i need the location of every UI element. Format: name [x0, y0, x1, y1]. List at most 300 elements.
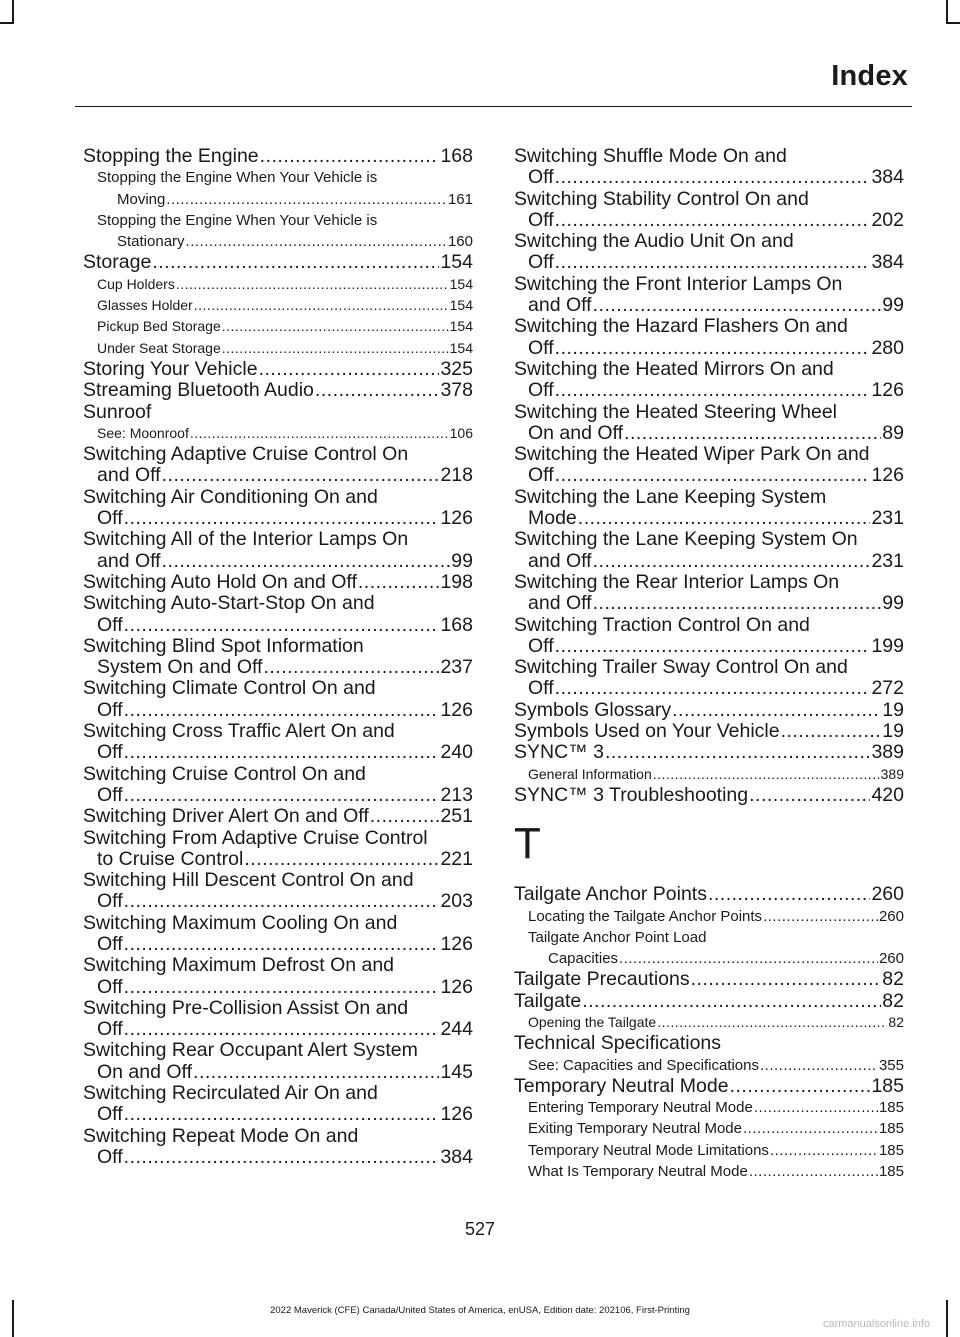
index-entry-line	[97, 1147, 473, 1168]
entry-text: Switching the Hazard Flashers On and	[514, 315, 848, 338]
dot-leader	[657, 1012, 887, 1033]
dot-leader	[162, 465, 440, 486]
index-entry-line	[528, 252, 904, 273]
footer-edition-text: 2022 Maverick (CFE) Canada/United States of America, enUSA, Edition date: 202106, First-Printing	[270, 1305, 690, 1316]
entry-text: Switching the Heated Mirrors On and	[514, 357, 834, 380]
index-entry	[514, 231, 904, 274]
entry-text: Capacities	[548, 950, 619, 968]
entry-continuation	[514, 465, 904, 486]
entry-text: General Information	[528, 765, 652, 782]
crop-mark	[12, 0, 14, 22]
index-entry	[83, 252, 473, 273]
entry-page-number[interactable]: 99	[451, 549, 473, 572]
index-entry-line	[528, 508, 904, 529]
dot-leader	[582, 991, 881, 1012]
index-entry	[83, 998, 473, 1041]
entry-text: Switching the Heated Steering Wheel	[514, 400, 838, 423]
index-subentry	[83, 423, 473, 444]
dot-leader	[124, 1147, 440, 1168]
entry-page-number[interactable]: 280	[871, 336, 904, 359]
entry-text: On and Off	[528, 421, 624, 444]
index-entry	[83, 636, 473, 679]
index-entry-line	[97, 615, 473, 636]
entry-continuation	[514, 423, 904, 444]
entry-page-number[interactable]: 185	[871, 1074, 904, 1097]
entry-text: Temporary Neutral Mode	[514, 1074, 729, 1097]
index-entry-line	[97, 785, 473, 806]
entry-text: See: Capacities and Specifications	[528, 1056, 759, 1074]
dot-leader	[124, 891, 440, 912]
entry-page-number[interactable]: 126	[440, 932, 473, 955]
index-entry-line	[528, 1118, 904, 1139]
entry-page-number[interactable]: 389	[880, 765, 904, 782]
entry-text: Off	[97, 741, 123, 764]
entry-text: Switching the Front Interior Lamps On	[514, 272, 843, 295]
dot-leader	[555, 636, 871, 657]
dot-leader	[605, 742, 871, 763]
entry-text: Off	[528, 379, 554, 402]
entry-text: and Off	[528, 294, 592, 317]
entry-text: Cup Holders	[97, 275, 175, 292]
entry-page-number[interactable]: 126	[440, 698, 473, 721]
index-subentry	[514, 1118, 904, 1139]
entry-text: Switching Auto Hold On and Off	[83, 570, 357, 593]
entry-text: Switching the Lane Keeping System	[514, 485, 827, 508]
entry-continuation	[83, 1147, 473, 1168]
dot-leader	[781, 721, 882, 742]
index-entry	[83, 359, 473, 380]
entry-text: Off	[528, 634, 554, 657]
entry-text: and Off	[528, 549, 592, 572]
dot-leader	[124, 785, 440, 806]
entry-page-number[interactable]: 221	[440, 847, 473, 870]
entry-text: Stopping the Engine	[83, 145, 259, 167]
entry-page-number[interactable]: 213	[440, 783, 473, 806]
entry-page-number[interactable]: 384	[871, 251, 904, 274]
dot-leader	[555, 380, 871, 401]
dot-leader	[593, 551, 871, 572]
entry-text: Switching From Adaptive Cruise Control	[83, 826, 428, 849]
index-entry-line	[528, 167, 904, 188]
index-subentry	[83, 274, 473, 295]
dot-leader	[124, 1104, 440, 1125]
entry-text: Moving	[117, 190, 166, 208]
index-entry-line	[97, 1104, 473, 1125]
index-entry-line	[83, 252, 473, 273]
dot-leader	[578, 508, 871, 529]
entry-page-number[interactable]: 99	[882, 592, 904, 615]
entry-text: Storing Your Vehicle	[83, 357, 258, 380]
index-entry-line	[514, 884, 904, 905]
entry-text: Stopping the Engine When Your Vehicle is	[97, 169, 378, 187]
dot-leader	[754, 1097, 878, 1118]
index-subentry	[514, 1097, 904, 1118]
entry-text: SYNC™ 3	[514, 741, 604, 764]
index-entry-line	[97, 934, 473, 955]
index-entry	[83, 955, 473, 998]
dot-leader	[315, 380, 440, 401]
entry-continuation	[83, 615, 473, 636]
index-subentry	[83, 316, 473, 337]
index-subentry	[83, 295, 473, 316]
entry-continuation	[83, 551, 473, 572]
entry-text: Switching Adaptive Cruise Control On	[83, 443, 409, 466]
entry-page-number[interactable]: 218	[440, 464, 473, 487]
index-entry	[514, 444, 904, 487]
index-entry	[514, 316, 904, 359]
index-entry-line	[97, 849, 473, 870]
dot-leader	[263, 657, 439, 678]
index-entry	[514, 742, 904, 763]
dot-leader	[190, 423, 449, 444]
entry-page-number[interactable]: 378	[440, 379, 473, 402]
dot-leader	[555, 167, 871, 188]
index-heading: Sunroof	[83, 400, 152, 423]
index-entry-line	[528, 380, 904, 401]
dot-leader	[691, 969, 882, 990]
entry-page-number[interactable]: 325	[440, 357, 473, 380]
entry-page-number[interactable]: 126	[871, 379, 904, 402]
dot-leader	[370, 806, 440, 827]
entry-page-number[interactable]: 251	[440, 805, 473, 828]
entry-continuation	[514, 252, 904, 273]
entry-text: Switching the Audio Unit On and	[514, 230, 794, 253]
index-entry	[83, 1126, 473, 1169]
index-entry	[83, 721, 473, 764]
index-entry-line	[514, 1076, 904, 1097]
entry-page-number[interactable]: 185	[878, 1163, 904, 1181]
dot-leader	[358, 572, 440, 593]
index-subentry	[83, 338, 473, 359]
entry-text: Switching Auto-Start-Stop On and	[83, 592, 375, 615]
index-entry-line	[97, 742, 473, 763]
entry-page-number[interactable]: 82	[882, 968, 904, 991]
dot-leader	[555, 465, 871, 486]
entry-continuation	[83, 785, 473, 806]
entry-continuation	[514, 508, 904, 529]
entry-text: Switching the Heated Wiper Park On and	[514, 443, 870, 466]
entry-page-number[interactable]: 154	[440, 251, 473, 274]
entry-page-number[interactable]: 89	[882, 421, 904, 444]
index-entry-line	[528, 636, 904, 657]
index-entry-line	[97, 977, 473, 998]
entry-page-number[interactable]: 240	[440, 741, 473, 764]
dot-leader	[619, 948, 878, 969]
entry-text: Switching Recirculated Air On and	[83, 1082, 378, 1105]
entry-page-number[interactable]: 203	[440, 890, 473, 913]
dot-leader	[708, 884, 871, 905]
entry-page-number[interactable]: 145	[440, 1060, 473, 1083]
dot-leader	[244, 849, 439, 870]
index-entry	[514, 529, 904, 572]
index-subentry	[83, 210, 473, 253]
index-entry-line	[528, 338, 904, 359]
entry-page-number[interactable]: 126	[440, 1103, 473, 1126]
entry-text: On and Off	[97, 1060, 193, 1083]
entry-page-number[interactable]: 199	[871, 634, 904, 657]
index-entry	[514, 721, 904, 742]
entry-page-number[interactable]: 161	[447, 190, 473, 208]
dot-leader	[760, 1055, 878, 1076]
index-entry	[83, 764, 473, 807]
index-entry	[83, 487, 473, 530]
entry-text: and Off	[97, 549, 161, 572]
entry-text: Opening the Tailgate	[528, 1013, 657, 1030]
entry-page-number[interactable]: 154	[449, 297, 473, 314]
entry-continuation	[83, 849, 473, 870]
index-entry-line	[83, 806, 473, 827]
dot-leader	[124, 700, 440, 721]
entry-page-number[interactable]: 154	[449, 275, 473, 292]
entry-text: Off	[97, 613, 123, 636]
entry-text: Off	[528, 208, 554, 231]
index-entry	[514, 657, 904, 700]
entry-text: Locating the Tailgate Anchor Points	[528, 907, 763, 925]
entry-page-number[interactable]: 202	[871, 208, 904, 231]
index-entry-line	[97, 657, 473, 678]
entry-continuation	[83, 657, 473, 678]
index-entry-line	[83, 572, 473, 593]
entry-text: Streaming Bluetooth Audio	[83, 379, 314, 402]
dot-leader	[124, 615, 440, 636]
entry-text: Switching Shuffle Mode On and	[514, 145, 787, 167]
index-entry-line	[514, 742, 904, 763]
entry-text: Off	[97, 890, 123, 913]
index-entry-line	[514, 700, 904, 721]
entry-page-number[interactable]: 260	[878, 907, 904, 925]
index-entry	[514, 969, 904, 990]
entry-continuation	[528, 948, 904, 969]
entry-page-number[interactable]: 260	[878, 950, 904, 968]
entry-continuation	[83, 891, 473, 912]
entry-text: Switching Maximum Cooling On and	[83, 911, 398, 934]
dot-leader	[555, 338, 871, 359]
dot-leader	[555, 678, 871, 699]
dot-leader	[124, 1019, 440, 1040]
index-entry	[514, 1076, 904, 1097]
index-entry-line	[528, 764, 904, 785]
index-subentry	[514, 1055, 904, 1076]
entry-text: Switching the Lane Keeping System On	[514, 528, 858, 551]
title-divider	[75, 106, 912, 107]
entry-text: Tailgate Anchor Point Load	[528, 928, 707, 946]
entry-page-number[interactable]: 154	[449, 318, 473, 335]
entry-text: Switching Blind Spot Information	[83, 634, 364, 657]
index-entry	[514, 487, 904, 530]
entry-page-number[interactable]: 272	[871, 677, 904, 700]
section-letter: T	[514, 819, 541, 869]
entry-page-number[interactable]: 185	[878, 1141, 904, 1159]
entry-text: Tailgate Precautions	[514, 968, 690, 991]
index-entry	[514, 402, 904, 445]
entry-text: Switching Cruise Control On and	[83, 762, 366, 785]
entry-text: Off	[97, 1145, 123, 1168]
entry-page-number[interactable]: 185	[878, 1099, 904, 1117]
entry-continuation	[514, 593, 904, 614]
entry-text: Symbols Glossary	[514, 698, 672, 721]
entry-text: and Off	[97, 464, 161, 487]
entry-page-number[interactable]: 231	[871, 507, 904, 530]
index-entry-line	[528, 465, 904, 486]
dot-leader	[593, 295, 882, 316]
index-entry	[83, 444, 473, 487]
entry-text: See: Moonroof	[97, 424, 189, 441]
dot-leader	[193, 1062, 439, 1083]
index-entry	[83, 913, 473, 956]
entry-text: Stationary	[117, 233, 185, 251]
dot-leader	[124, 508, 440, 529]
dot-leader	[162, 551, 451, 572]
index-entry	[514, 700, 904, 721]
entry-page-number[interactable]: 126	[440, 975, 473, 998]
entry-text: Tailgate	[514, 989, 582, 1012]
index-entry-line	[528, 906, 904, 927]
index-entry-line	[97, 1062, 473, 1083]
index-entry	[514, 884, 904, 905]
entry-text: Switching Climate Control On and	[83, 677, 376, 700]
entry-text: Tailgate Anchor Points	[514, 883, 707, 906]
entry-text: Off	[528, 166, 554, 189]
index-entry-line	[83, 380, 473, 401]
entry-page-number[interactable]: 355	[878, 1056, 904, 1074]
dot-leader	[763, 906, 878, 927]
entry-continuation	[514, 551, 904, 572]
dot-leader	[194, 295, 449, 316]
entry-page-number[interactable]: 126	[440, 507, 473, 530]
index-entry-line	[528, 295, 904, 316]
index-entry-line	[514, 969, 904, 990]
entry-continuation	[514, 338, 904, 359]
entry-page-number[interactable]: 384	[871, 166, 904, 189]
entry-page-number[interactable]: 154	[449, 339, 473, 356]
entry-continuation	[514, 678, 904, 699]
dot-leader	[749, 785, 870, 806]
entry-text: System On and Off	[97, 656, 263, 679]
entry-text: Off	[528, 336, 554, 359]
entry-text: Symbols Used on Your Vehicle	[514, 720, 780, 743]
entry-page-number[interactable]: 19	[882, 698, 904, 721]
entry-continuation	[83, 508, 473, 529]
entry-page-number[interactable]: 260	[871, 883, 904, 906]
entry-page-number[interactable]: 244	[440, 1018, 473, 1041]
index-entry-line	[83, 359, 473, 380]
entry-page-number[interactable]: 231	[871, 549, 904, 572]
index-entry	[514, 991, 904, 1012]
entry-page-number[interactable]: 384	[440, 1145, 473, 1168]
entry-text: Off	[97, 975, 123, 998]
entry-continuation	[83, 1019, 473, 1040]
index-heading: Technical Specifications	[514, 1032, 722, 1055]
index-entry	[83, 1083, 473, 1126]
entry-text: Entering Temporary Neutral Mode	[528, 1099, 753, 1117]
entry-text: Switching the Rear Interior Lamps On	[514, 570, 840, 593]
entry-text: Off	[528, 251, 554, 274]
dot-leader	[653, 764, 880, 785]
index-entry	[514, 189, 904, 232]
entry-continuation	[83, 700, 473, 721]
entry-text: Switching All of the Interior Lamps On	[83, 528, 409, 551]
index-entry	[514, 146, 904, 189]
entry-text: Stopping the Engine When Your Vehicle is	[97, 211, 378, 229]
dot-leader	[593, 593, 882, 614]
crop-mark	[0, 22, 14, 24]
entry-page-number[interactable]: 389	[871, 741, 904, 764]
dot-leader	[555, 252, 871, 273]
entry-page-number[interactable]: 82	[882, 989, 904, 1012]
index-entry-line	[514, 991, 904, 1012]
index-entry	[83, 828, 473, 871]
entry-continuation	[514, 167, 904, 188]
index-entry-line	[528, 593, 904, 614]
page-number: 527	[464, 1219, 496, 1239]
entry-continuation	[97, 231, 473, 252]
entry-continuation	[514, 295, 904, 316]
entry-continuation	[83, 742, 473, 763]
entry-text: Switching Hill Descent Control On and	[83, 869, 414, 892]
entry-text: Switching Air Conditioning On and	[83, 485, 378, 508]
index-entry	[514, 274, 904, 317]
entry-text: Exiting Temporary Neutral Mode	[528, 1120, 742, 1138]
dot-leader	[222, 338, 449, 359]
entry-continuation	[83, 1104, 473, 1125]
entry-page-number[interactable]: 168	[440, 613, 473, 636]
dot-leader	[124, 934, 440, 955]
entry-text: What Is Temporary Neutral Mode	[528, 1163, 748, 1181]
entry-page-number[interactable]: 420	[871, 783, 904, 806]
entry-page-number[interactable]: 99	[882, 294, 904, 317]
entry-text: Switching Stability Control On and	[514, 187, 809, 210]
index-entry-line	[528, 678, 904, 699]
entry-page-number[interactable]: 160	[447, 233, 473, 251]
entry-continuation	[97, 189, 473, 210]
entry-page-number[interactable]: 106	[449, 424, 473, 441]
index-entry	[514, 572, 904, 615]
entry-page-number[interactable]: 82	[888, 1013, 904, 1030]
index-entry	[514, 785, 904, 806]
entry-page-number[interactable]: 168	[440, 145, 473, 167]
dot-leader	[176, 274, 449, 295]
index-entry	[514, 359, 904, 402]
index-entry-line	[528, 1097, 904, 1118]
dot-leader	[260, 146, 440, 167]
index-entry-line	[97, 551, 473, 572]
entry-text: Glasses Holder	[97, 297, 193, 314]
index-subentry	[514, 764, 904, 785]
index-entry	[83, 146, 473, 167]
index-entry-line	[548, 948, 904, 969]
entry-page-number[interactable]: 126	[871, 464, 904, 487]
entry-text: Switching Cross Traffic Alert On and	[83, 720, 395, 743]
entry-page-number[interactable]: 19	[882, 720, 904, 743]
entry-text: Switching Rear Occupant Alert System	[83, 1039, 418, 1062]
index-entry-line	[117, 189, 473, 210]
dot-leader	[730, 1076, 871, 1097]
entry-text: Switching Driver Alert On and Off	[83, 805, 369, 828]
dot-leader	[555, 210, 871, 231]
entry-page-number[interactable]: 185	[878, 1120, 904, 1138]
entry-continuation	[83, 934, 473, 955]
index-entry-line	[514, 785, 904, 806]
dot-leader	[672, 700, 881, 721]
index-entry-line	[97, 338, 473, 359]
entry-page-number[interactable]: 237	[440, 656, 473, 679]
entry-text: Off	[97, 507, 123, 530]
index-entry	[83, 572, 473, 593]
entry-page-number[interactable]: 198	[440, 570, 473, 593]
dot-leader	[222, 316, 449, 337]
dot-leader	[166, 189, 447, 210]
entry-text: Pickup Bed Storage	[97, 318, 221, 335]
